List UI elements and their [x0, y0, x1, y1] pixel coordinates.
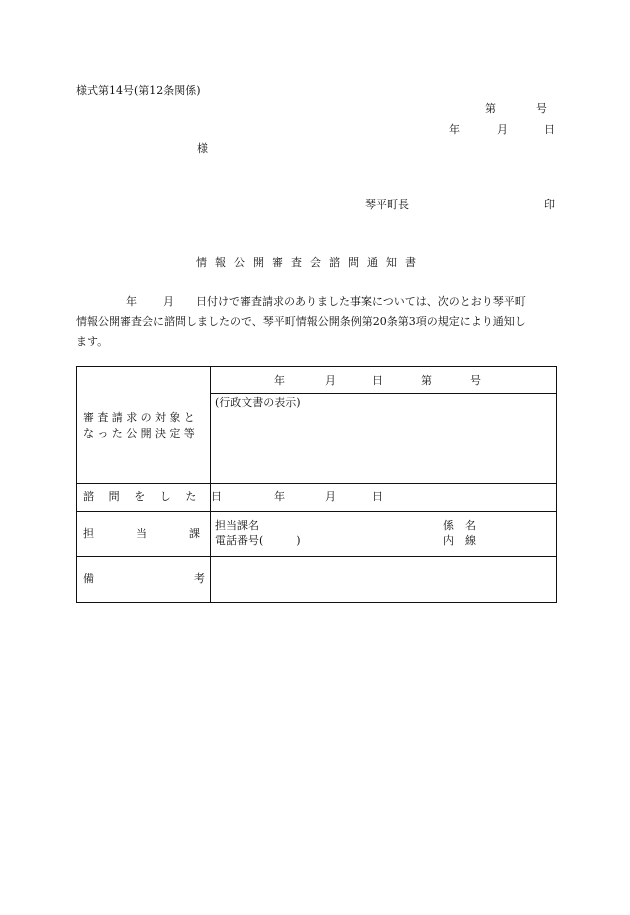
issue-date-year: 年 [449, 123, 460, 136]
row2-date-day: 日 [372, 490, 383, 503]
row3-phone: 電話番号( ) [215, 534, 301, 547]
seal-mark: 印 [544, 198, 555, 211]
sender-name: 琴平町長 [365, 198, 409, 211]
notice-table [76, 366, 557, 603]
row4-label: 備考 [83, 572, 305, 585]
document-title: 情報公開審査会諮問通知書 [196, 256, 424, 269]
row1-date-day: 日 [372, 374, 383, 387]
row1-num-dai: 第 [421, 374, 432, 387]
body-paragraph [76, 292, 558, 352]
form-number-label: 様式第14号(第12条関係) [76, 84, 201, 97]
row3-label: 担当課 [83, 527, 242, 540]
row1-date-year: 年 [274, 374, 285, 387]
row1-date-month: 月 [325, 374, 336, 387]
row1-num-go: 号 [470, 374, 481, 387]
row1-inner-divider [210, 393, 556, 394]
issue-date-month: 月 [497, 123, 508, 136]
row2-date-year: 年 [274, 490, 285, 503]
row3-extension: 内 線 [443, 534, 476, 547]
row-divider-3 [77, 556, 556, 557]
row1-label-text-1: 審査請求の対象と [83, 411, 199, 424]
doc-number-go: 号 [536, 102, 547, 115]
row2-label: 諮問をした日 [83, 490, 237, 503]
body-year: 年 [126, 295, 137, 308]
row1-label-line1 [83, 411, 203, 425]
row3-dept-name: 担当課名 [215, 519, 259, 532]
row1-label-line2: なった公開決定等 [83, 427, 199, 440]
table-column-divider [210, 367, 211, 602]
addressee-sama: 様 [197, 142, 208, 155]
body-month: 月 [163, 295, 174, 308]
body-text-1: 日付けで審査請求のありました事案については、次のとおり琴平町 [196, 295, 526, 308]
row3-section: 係 名 [443, 519, 476, 532]
doc-number-dai: 第 [485, 102, 496, 115]
row2-date-month: 月 [325, 490, 336, 503]
body-line-1 [76, 292, 558, 312]
body-line-3: ます。 [76, 335, 109, 348]
issue-date-day: 日 [544, 123, 555, 136]
body-line-2: 情報公開審査会に諮問しましたので、琴平町情報公開条例第20条第3項の規定により通知し [76, 315, 526, 328]
row1-note: (行政文書の表示) [215, 396, 301, 409]
row-divider-2 [77, 511, 556, 512]
row-divider-1 [77, 483, 556, 484]
